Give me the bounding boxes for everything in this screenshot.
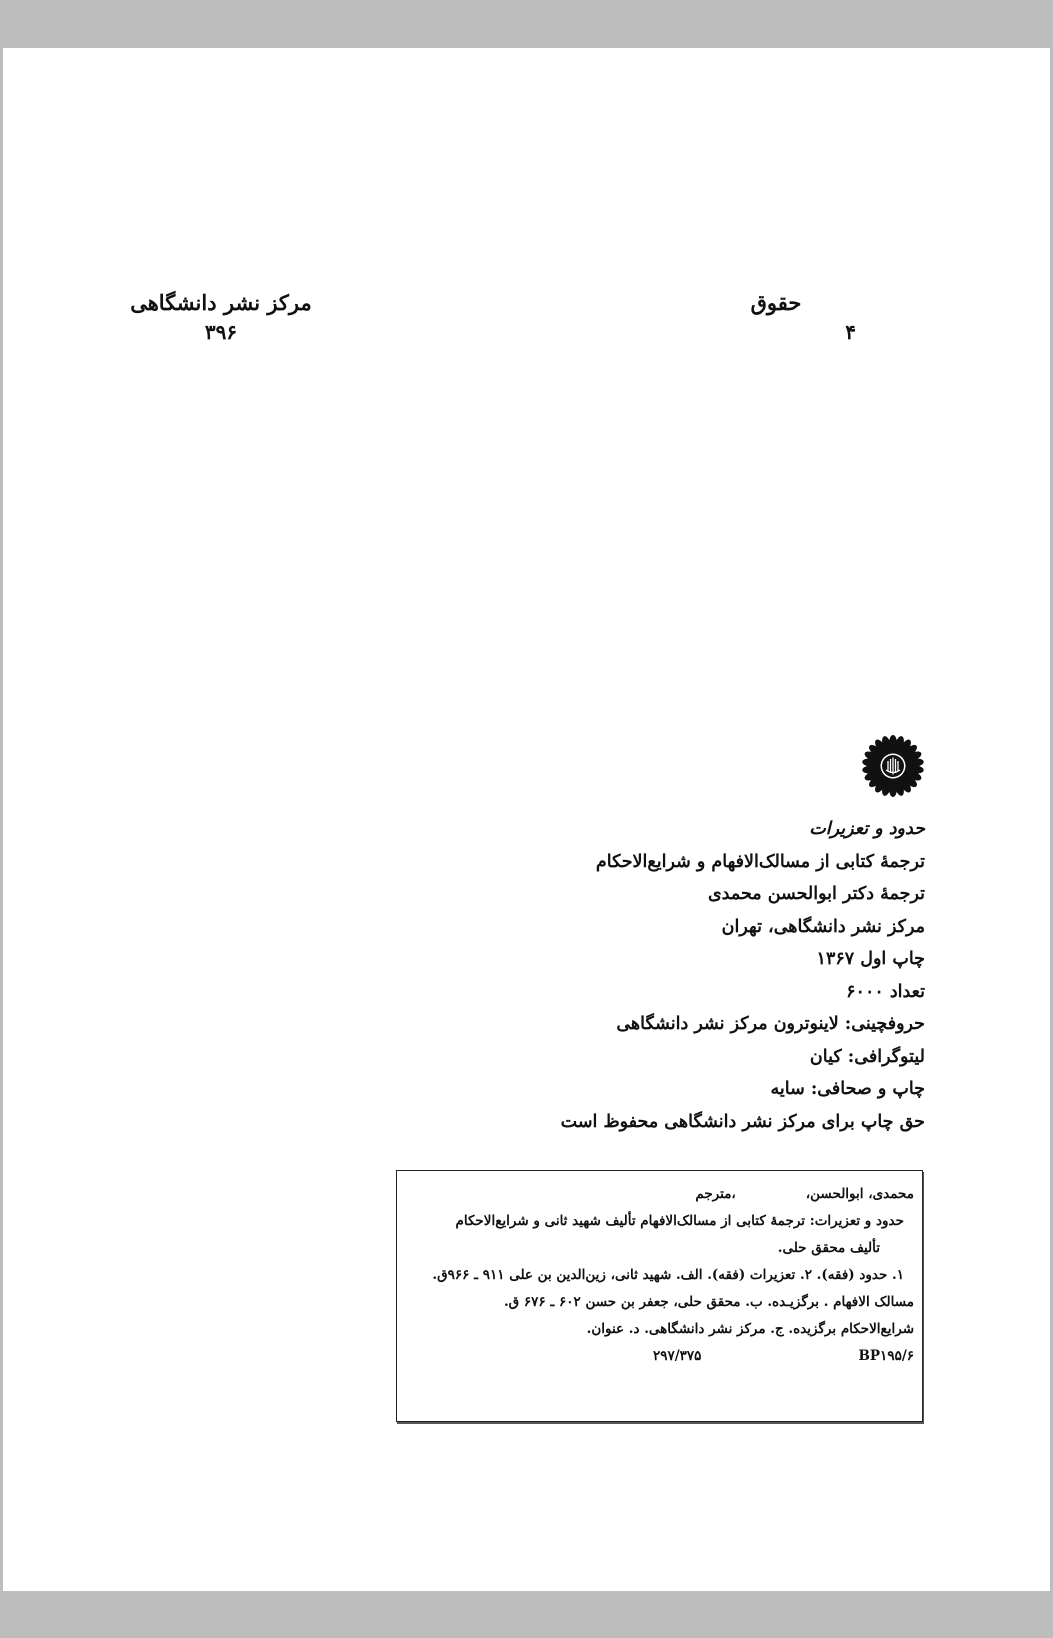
catalog-title-line: حدود و تعزیرات: ترجمهٔ کتابی از مسالک‌الافهام تألیف شهید ثانی و شرایع‌الاحکام	[455, 1213, 904, 1229]
catalog-classification-line	[403, 1343, 914, 1370]
colophon-printing: چاپ و صحافی: سایه	[770, 1079, 925, 1099]
colophon-translator: ترجمهٔ دکتر ابوالحسن محمدی	[707, 884, 925, 904]
colophon-edition: چاپ اول ۱۳۶۷	[816, 949, 925, 969]
catalog-author-line	[403, 1181, 914, 1208]
colophon-publisher: مرکز نشر دانشگاهی، تهران	[721, 916, 925, 937]
colophon	[405, 813, 925, 1138]
catalog-subjects-cont-2: شرایع‌الاحکام برگزیده. ج. مرکز نشر دانشگاهی. د. عنوان.	[586, 1321, 914, 1337]
colophon-subtitle: ترجمهٔ کتابی از مسالک‌الافهام و شرایع‌الاحکام	[595, 851, 925, 872]
catalog-subjects-cont-1: مسالک الافهام . برگزیـده. ب. محقق حلی، جعفر بن حسن ۶۰۲ ـ ۶۷۶ ق.	[503, 1294, 914, 1310]
publisher-title: مرکز نشر دانشگاهی	[130, 290, 312, 315]
catalog-title-cont: تألیف محقق حلی.	[777, 1240, 880, 1256]
catalog-author: محمدی، ابوالحسن،	[805, 1186, 914, 1202]
colophon-lithography: لیتوگرافی: کیان	[809, 1046, 925, 1067]
series-title: حقوق	[750, 290, 802, 315]
colophon-title: حدود و تعزیرات	[809, 819, 925, 839]
colophon-typesetting: حروفچینی: لاینوترون مرکز نشر دانشگاهی	[616, 1014, 925, 1034]
colophon-copyright: حق چاپ برای مرکز نشر دانشگاهی محفوظ است	[560, 1111, 925, 1132]
series-number: ۴	[845, 320, 856, 344]
book-page	[3, 48, 1050, 1591]
series-label	[676, 288, 876, 346]
publisher-label	[121, 288, 321, 346]
catalog-role: ،مترجم	[695, 1186, 736, 1202]
cataloging-record-box	[396, 1170, 923, 1422]
publisher-number: ۳۹۶	[204, 320, 238, 344]
publisher-emblem-icon	[861, 734, 925, 798]
colophon-print-run: تعداد ۶۰۰۰	[846, 981, 925, 1002]
catalog-subjects-line: ۱. حدود (فقه). ۲. تعزیرات (فقه). الف. شهید ثانی، زین‌الدین بن علی ۹۱۱ ـ ۹۶۶ق.	[432, 1267, 904, 1283]
catalog-class-lc: BP۱۹۵/۶	[858, 1348, 914, 1364]
catalog-class-dewey: ۲۹۷/۳۷۵	[653, 1348, 702, 1364]
